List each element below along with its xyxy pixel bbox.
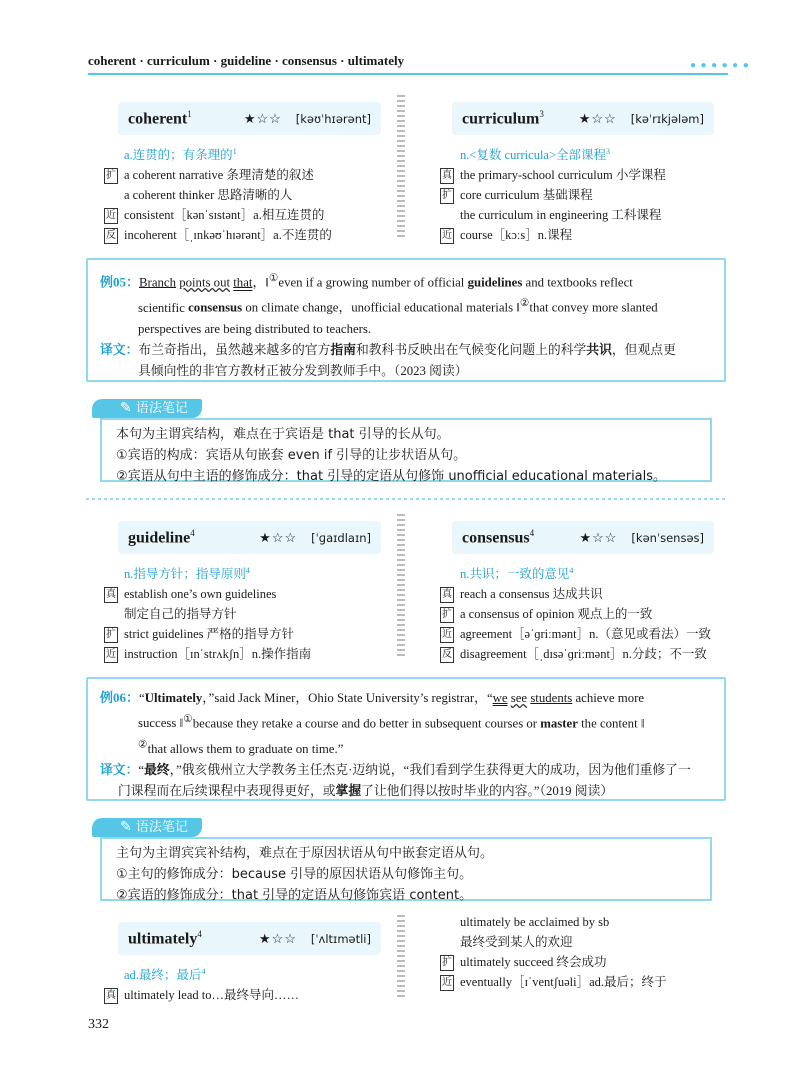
entry-line: 反 disagreement［ˌdɪsəˈɡriːmənt］n.分歧；不一致 bbox=[440, 644, 740, 664]
entry-line: ultimately be acclaimed by sb bbox=[460, 915, 610, 929]
example-sentence: 例06：“Ultimately，”said Jack Miner，Ohio State University’s registrar，“we see students achieve more success ‖①because they retake a course and do better in subsequent courses or master the content ‖ ②that allows them to graduate on time.” bbox=[100, 690, 645, 756]
word-card-consensus bbox=[452, 521, 714, 554]
entry-line: 扩 a coherent narrative 条理清楚的叙述 bbox=[104, 165, 394, 185]
pen-icon: ✎ bbox=[120, 819, 132, 835]
entry-line: 近 eventually［ɪˈventʃuəli］ad.最后；终于 bbox=[440, 972, 740, 992]
headword: consensus$^4$ bbox=[462, 527, 535, 547]
grammar-line: ①宾语的构成：宾语从句嵌套 even if 引导的让步状语从句。 bbox=[116, 448, 467, 463]
entry-line: 近 course［kɔːs］n.课程 bbox=[440, 225, 730, 245]
pen-icon: ✎ bbox=[120, 400, 132, 416]
entry-line: 扩 strict guidelines 严格的指导方针 bbox=[104, 624, 394, 644]
grammar-line: ①主句的修饰成分：because 引导的原因状语从句修饰主句。 bbox=[116, 867, 473, 882]
entry-body-guideline bbox=[104, 561, 394, 664]
part-of-speech: ad.最终；最后$^4$ bbox=[124, 967, 206, 983]
example-translation: 译文：布兰奇指出，虽然越来越多的官方指南和教科书反映出在气候变化问题上的科学共识，但观点更 具倾向性的非官方教材正被分发到教师手中。（2023 阅读） bbox=[100, 342, 676, 378]
grammar-line: 本句为主谓宾结构，难点在于宾语是 that 引导的长从句。 bbox=[116, 427, 450, 442]
entry-line: 真 ultimately lead to…最终导向…… bbox=[104, 985, 394, 1005]
grammar-box-2 bbox=[100, 837, 712, 901]
headword: coherent$^1$ bbox=[128, 108, 192, 128]
entry-line: 真 reach a consensus 达成共识 bbox=[440, 584, 740, 604]
entry-line: 真 establish one’s own guidelines bbox=[104, 584, 394, 604]
word-card-guideline bbox=[118, 521, 381, 554]
example-sentence: 例05：Branch points out that，‖①even if a growing number of official guidelines and textbooks reflect scientific consensus on climate change，unofficial educational materials ‖②that convey more slanted perspectives are being distributed to teachers. bbox=[100, 273, 658, 336]
entry-body-coherent bbox=[104, 142, 394, 245]
word-card-ultimately bbox=[118, 922, 381, 955]
word-card-curriculum bbox=[452, 102, 714, 135]
part-of-speech: n.共识；一致的意见$^4$ bbox=[460, 566, 574, 582]
grammar-line: ②宾语从句中主语的修饰成分：that 引导的定语从句修饰 unofficial educational materials。 bbox=[116, 469, 667, 484]
word-card-coherent bbox=[118, 102, 381, 135]
section-divider bbox=[86, 498, 726, 500]
header-decoration-icon: ● ● ● ● ● ● bbox=[690, 60, 750, 71]
entry-line: 扩 ultimately succeed 终会成功 bbox=[440, 952, 740, 972]
entry-line: 近 instruction［ɪnˈstrʌkʃn］n.操作指南 bbox=[104, 644, 394, 664]
rating-stars: ★☆☆ bbox=[259, 529, 298, 545]
headword: ultimately$^4$ bbox=[128, 928, 202, 948]
entry-body-consensus bbox=[440, 561, 740, 664]
grammar-line: ②宾语的修饰成分：that 引导的定语从句修饰宾语 content。 bbox=[116, 888, 473, 903]
grammar-title-2: ✎ 语法笔记 bbox=[92, 816, 202, 836]
rating-stars: ★☆☆ bbox=[258, 930, 297, 946]
entry-line: 真 the primary-school curriculum 小学课程 bbox=[440, 165, 730, 185]
rating-stars: ★☆☆ bbox=[579, 529, 618, 545]
phonetic: [kəʊˈhɪərənt] bbox=[295, 111, 371, 126]
column-divider bbox=[397, 915, 405, 1000]
rating-stars: ★☆☆ bbox=[243, 110, 282, 126]
entry-line: 反 incoherent［ˌɪnkəʊˈhɪərənt］a.不连贯的 bbox=[104, 225, 394, 245]
part-of-speech: n.<复数 curricula>全部课程$^3$ bbox=[460, 147, 611, 163]
entry-body-curriculum bbox=[440, 142, 730, 245]
grammar-box-1 bbox=[100, 418, 712, 482]
headword: curriculum$^3$ bbox=[462, 108, 544, 128]
header-rule bbox=[88, 73, 728, 75]
page-number: 332 bbox=[88, 1017, 109, 1032]
entry-line: 最终受到某人的欢迎 bbox=[460, 935, 573, 949]
phonetic: [ˈʌltɪmətli] bbox=[310, 931, 371, 946]
phonetic: [kəˈrɪkjələm] bbox=[630, 111, 704, 126]
grammar-line: 主句为主谓宾宾补结构，难点在于原因状语从句中嵌套定语从句。 bbox=[116, 846, 494, 861]
grammar-title-1: ✎ 语法笔记 bbox=[92, 397, 202, 417]
example-translation: 译文：“最终，”俄亥俄州立大学教务主任杰克·迈纳说，“我们看到学生获得更大的成功，因为他们重修了一 门课程而在后续课程中表现得更好，或掌握了让他们得以按时毕业的内容。”（2019 阅读） bbox=[100, 762, 691, 798]
entry-line: 近 agreement［əˈɡriːmənt］n.（意见或看法）一致 bbox=[440, 624, 740, 644]
phonetic: [kənˈsensəs] bbox=[631, 530, 704, 545]
example-label: 例06： bbox=[100, 690, 140, 705]
example-box-05 bbox=[86, 258, 726, 382]
column-divider bbox=[397, 95, 405, 240]
entry-line: 扩 a consensus of opinion 观点上的一致 bbox=[440, 604, 740, 624]
rating-stars: ★☆☆ bbox=[578, 110, 617, 126]
part-of-speech: a.连贯的；有条理的$^1$ bbox=[124, 147, 237, 163]
example-box-06 bbox=[86, 677, 726, 801]
headword: guideline$^4$ bbox=[128, 527, 195, 547]
running-header: coherent · curriculum · guideline · consensus · ultimately bbox=[88, 53, 405, 68]
entry-line: 近 consistent［kənˈsɪstənt］a.相互连贯的 bbox=[104, 205, 394, 225]
example-label: 例05： bbox=[100, 274, 140, 290]
column-divider bbox=[397, 514, 405, 659]
entry-line: the curriculum in engineering 工科课程 bbox=[460, 208, 662, 223]
entry-body-ultimately bbox=[104, 962, 394, 1005]
entry-body-ultimately-cont bbox=[440, 912, 740, 992]
entry-line: 制定自己的指导方针 bbox=[124, 607, 237, 622]
phonetic: [ˈɡaɪdlaɪn] bbox=[311, 530, 371, 545]
part-of-speech: n.指导方针；指导原则$^4$ bbox=[124, 566, 250, 582]
entry-line: a coherent thinker 思路清晰的人 bbox=[124, 188, 293, 203]
entry-line: 扩 core curriculum 基础课程 bbox=[440, 185, 730, 205]
